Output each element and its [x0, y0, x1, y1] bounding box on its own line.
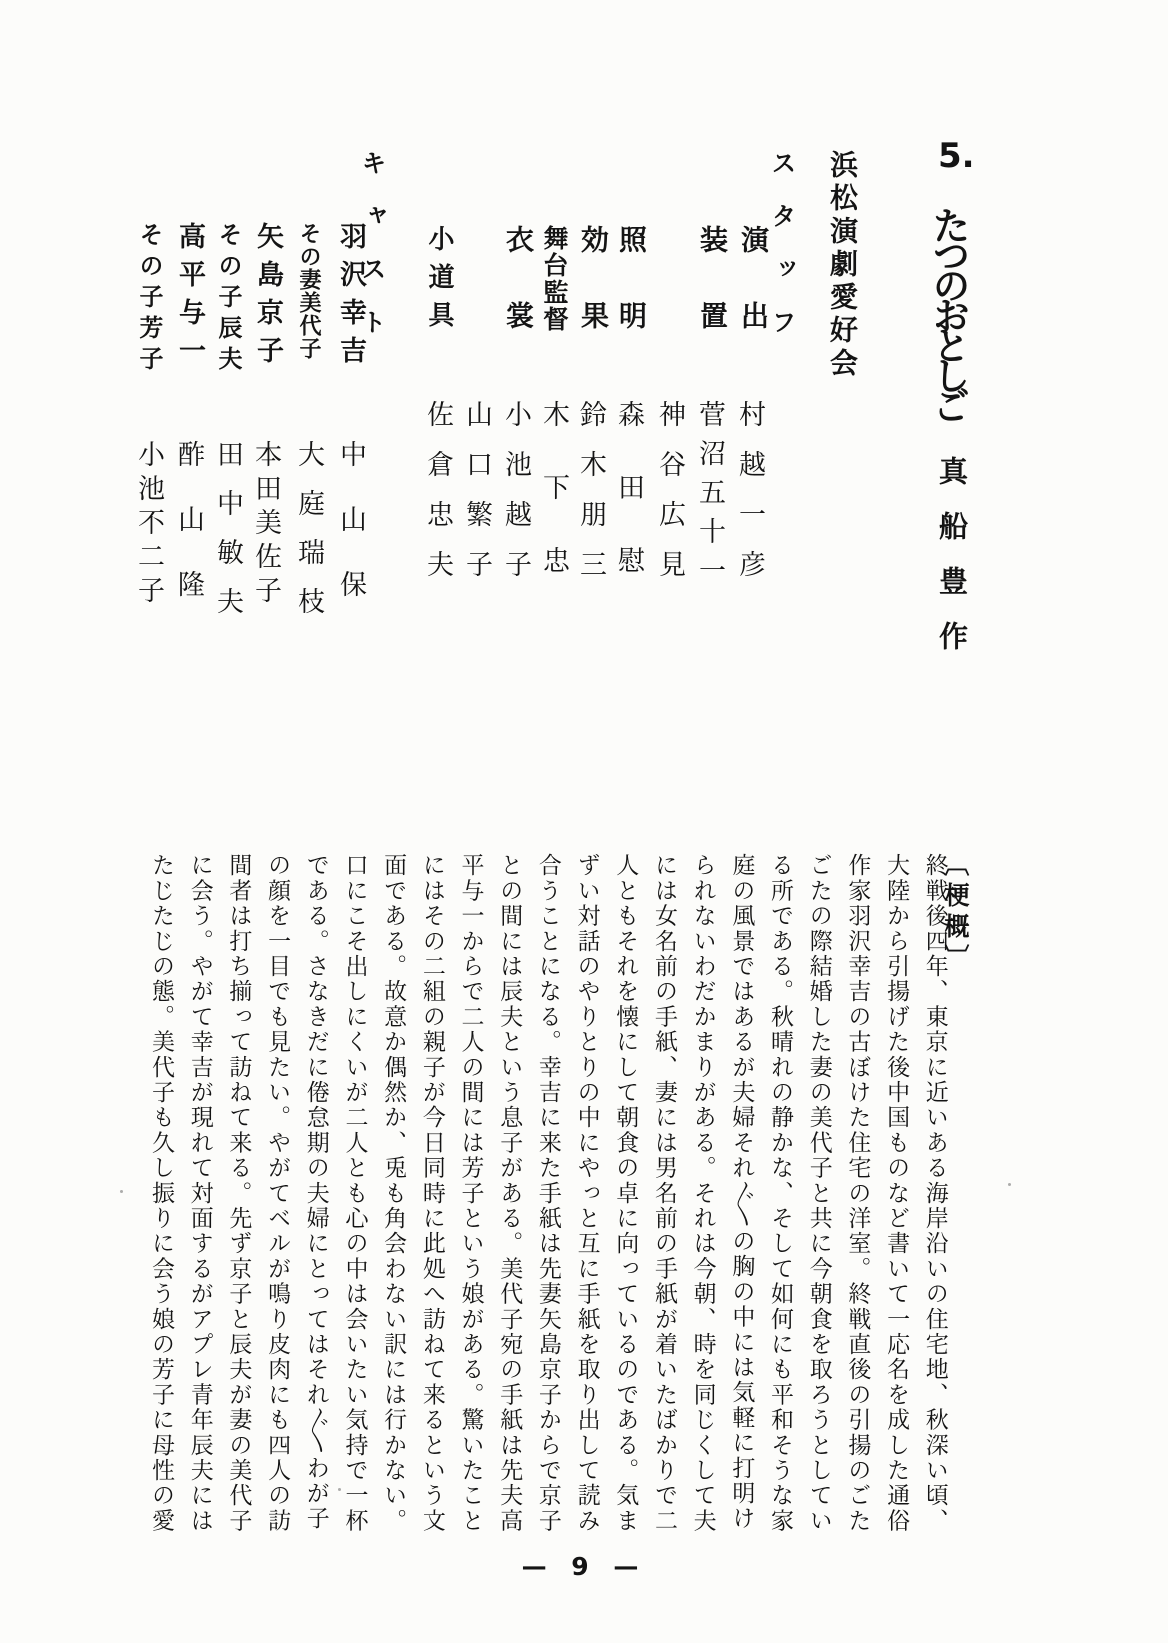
scan-speckle [338, 1488, 341, 1491]
synopsis-column: の顔を一目でも見たい。やがてベルが鳴り皮肉にも四人の訪 [264, 853, 291, 1534]
staff-name: 菅沼五十一 [694, 400, 725, 595]
synopsis-column: ごたの際結婚した妻の美代子と共に今朝食を取ろうとしてい [805, 853, 832, 1534]
cast-heading: キャスト [358, 150, 387, 362]
cast-name: 田中敏夫 [212, 440, 243, 636]
synopsis-column: には女名前の手紙、妻には男名前の手紙が着いたばかりで二 [650, 853, 677, 1534]
synopsis-column: 間者は打ち揃って訪ねて来る。先ず京子と辰夫が妻の美代子 [225, 853, 252, 1534]
synopsis-column: である。さなきだに倦怠期の夫婦にとってはそれ〴〵わが子 [302, 853, 329, 1532]
troupe-name: 浜松演劇愛好会 [826, 150, 859, 381]
cast-role: その子辰夫 [214, 222, 242, 377]
synopsis-body [148, 853, 948, 1553]
staff-name: 小池越子 [500, 400, 531, 600]
synopsis-column: 面である。故意か偶然か、兎も角会わない訳には行かない。 [380, 853, 407, 1534]
page-number: — 9 — [521, 1552, 647, 1581]
staff-name: 山口繁子 [461, 400, 492, 600]
section-number: 5. [938, 136, 975, 176]
cast-role: 矢島京子 [252, 222, 283, 374]
synopsis-heading: 〔梗概〕 [941, 851, 970, 975]
scan-speckle [1008, 1183, 1011, 1186]
staff-role: 衣裳 [502, 225, 535, 377]
staff-role: 舞台監督 [540, 225, 569, 333]
staff-name: 神谷広見 [654, 400, 685, 600]
page-title: たつのおとしご [926, 206, 970, 416]
staff-name: 森田慰 [613, 400, 644, 619]
cast-name: 大庭瑞枝 [293, 440, 324, 636]
cast-name: 酢山隆 [173, 440, 204, 635]
synopsis-column: 大陸から引揚げた後中国ものなど書いて一応名を成した通俗 [883, 853, 910, 1534]
cast-name: 本田美佐子 [250, 440, 281, 610]
synopsis-column: 庭の風景ではあるが夫婦それ〴〵の胸の中には気軽に打明け [728, 853, 755, 1532]
synopsis-column: 合うことになる。幸吉に来た手紙は先妻矢島京子からで京子 [534, 853, 561, 1534]
synopsis-column: られないわだかまりがある。それは今朝、時を同じくして夫 [689, 853, 716, 1534]
cast-name: 小池不二子 [133, 440, 164, 610]
synopsis-column: に会う。やがて幸吉が現れて対面するがアプレ青年辰夫には [186, 853, 213, 1534]
cast-role: 高平与一 [174, 222, 205, 374]
synopsis-column: る所である。秋晴れの静かな、そして如何にも平和そうな家 [767, 853, 793, 1534]
synopsis-column: ずい対話のやりとりの中にやっと互に手紙を取り出して読み [573, 853, 600, 1534]
synopsis-column: たじたじの態。美代子も久し振りに会う娘の芳子に母性の愛 [148, 853, 174, 1534]
synopsis-column: との間には辰夫という息子がある。美代子宛の手紙は先夫高 [496, 853, 523, 1534]
synopsis-column: 口にこそ出しにくいが二人とも心の中は会いたい気持で一杯 [341, 853, 368, 1534]
synopsis-column: 平与一からで二人の間には芳子という娘がある。驚いたこと [457, 853, 484, 1534]
staff-role: 演出 [737, 225, 770, 377]
cast-name: 中山保 [335, 440, 366, 635]
cast-role: その妻美代子 [296, 222, 321, 360]
staff-name: 木下忠 [538, 400, 569, 619]
staff-role: 照明 [615, 225, 648, 377]
scan-speckle [120, 1190, 123, 1193]
staff-name: 佐倉忠夫 [422, 400, 453, 600]
staff-role: 装置 [696, 225, 729, 377]
cast-role: 羽沢幸吉 [335, 222, 366, 374]
staff-name: 村越一彦 [734, 400, 765, 600]
staff-role: 小道具 [424, 225, 454, 339]
author-credit: 真船豊作 [935, 456, 969, 676]
synopsis-column: 人ともそれを懐にして朝食の卓に向っているのである。気ま [612, 853, 639, 1534]
synopsis-column: 作家羽沢幸吉の古ぼけた住宅の洋室。終戦直後の引揚のごた [844, 853, 871, 1534]
cast-role: その子芳子 [135, 222, 163, 377]
synopsis-column: にはその二組の親子が今日同時に此処へ訪ねて来るという文 [418, 853, 445, 1534]
staff-role: 効果 [577, 225, 610, 377]
staff-name: 鈴木朋三 [575, 400, 606, 600]
synopsis-column: 終戦後四年、東京に近いある海岸沿いの住宅地、秋深い頃、 [921, 853, 948, 1534]
staff-heading: スタッフ [768, 150, 797, 362]
